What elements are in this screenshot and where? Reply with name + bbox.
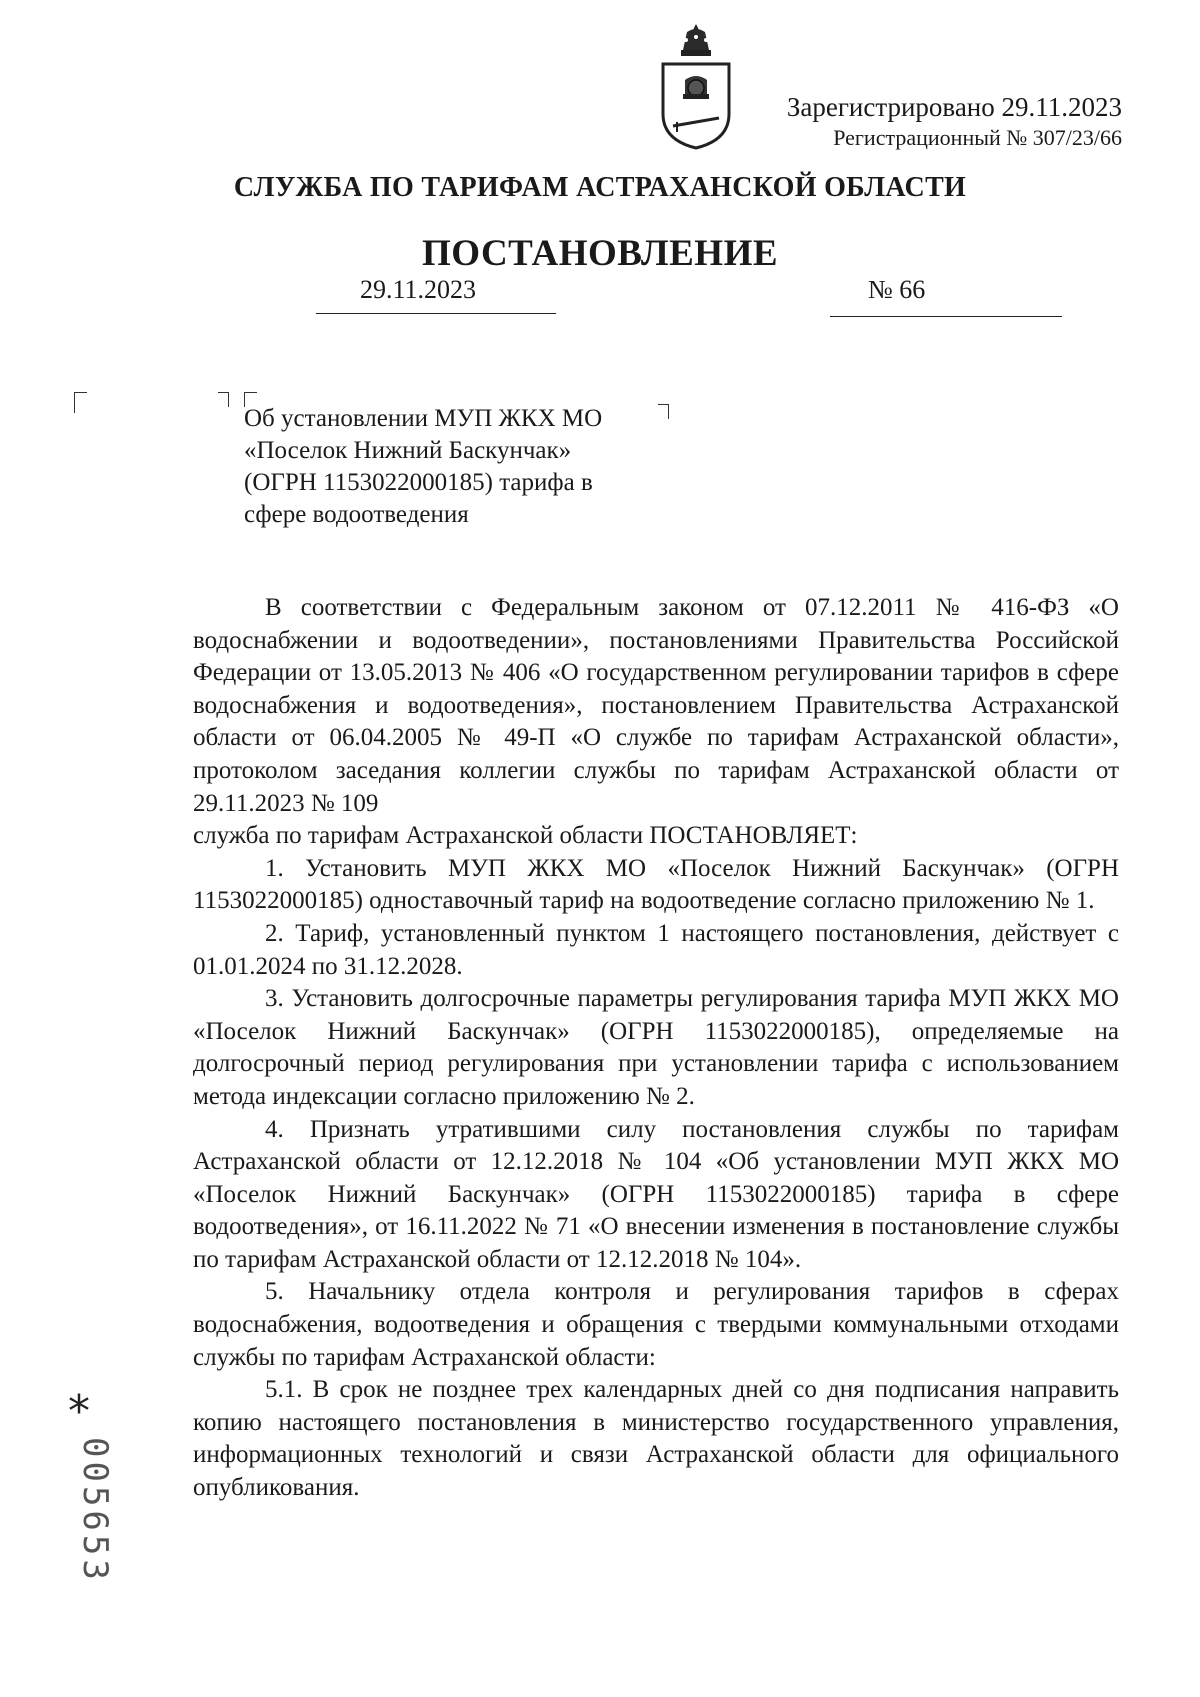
- item-1: 1. Установить МУП ЖКХ МО «Поселок Нижний Баскунчак» (ОГРН 1153022000185) одноставочный тариф на водоотведение согласно приложению № 1.: [193, 854, 1119, 915]
- subject-line: «Поселок Нижний Баскунчак»: [244, 437, 572, 464]
- document-subject: [244, 403, 674, 531]
- margin-serial-number: 005653: [75, 1437, 115, 1584]
- item-3: 3. Установить долгосрочные параметры регулирования тарифа МУП ЖКХ МО «Поселок Нижний Баскунчак» (ОГРН 1153022000185), определяемые на долгосрочный период регулирования при установлении тарифа с использованием метода индексации согласно приложению № 2.: [193, 985, 1119, 1110]
- item-5: 5. Начальнику отдела контроля и регулирования тарифов в сферах водоснабжения, водоотведения и обращения с твердыми коммунальными отходами службы по тарифам Астраханской области:: [193, 1278, 1119, 1371]
- agency-name: СЛУЖБА ПО ТАРИФАМ АСТРАХАНСКОЙ ОБЛАСТИ: [233, 172, 967, 203]
- subject-line: сфере водоотведения: [244, 501, 469, 528]
- registration-block: [787, 90, 1122, 152]
- registration-date: Зарегистрировано 29.11.2023: [786, 92, 1122, 122]
- subject-line: (ОГРН 1153022000185) тарифа в: [244, 469, 593, 496]
- subject-corner-mark-left: [218, 392, 229, 407]
- date-underline: [316, 313, 556, 314]
- document-type: ПОСТАНОВЛЕНИЕ: [421, 233, 779, 274]
- preamble-paragraph: В соответствии с Федеральным законом от 07.12.2011 № 416-ФЗ «О водоснабжении и водоотведении», постановлениями Правительства Российской Федерации от 13.05.2013 № 406 «О государственном регулировании тарифов в сфере водоснабжения и водоотведения», постановлением Правительства Астраханской области от 06.04.2005 № 49-П «О службе по тарифам Астраханской области», протоколом заседания коллегии службы по тарифам Астраханской области от 29.11.2023 № 109: [193, 594, 1119, 817]
- document-date: 29.11.2023: [360, 275, 477, 304]
- item-2: 2. Тариф, установленный пунктом 1 настоящего постановления, действует с 01.01.2024 по 31.12.2028.: [193, 919, 1119, 980]
- registration-number: Регистрационный № 307/23/66: [833, 125, 1122, 150]
- item-5-1: 5.1. В срок не позднее трех календарных дней со дня подписания направить копию настоящего постановления в министерство государственного управления, информационных технологий и связи Астраханской области для официального опубликования.: [193, 1376, 1119, 1502]
- subject-line: Об установлении МУП ЖКХ МО: [244, 405, 603, 432]
- item-4: 4. Признать утратившими силу постановления службы по тарифам Астраханской области от 12.12.2018 № 104 «Об установлении МУП ЖКХ МО «Поселок Нижний Баскунчак» (ОГРН 1153022000185) тарифа в сфере водоотведения», от 16.11.2022 № 71 «О внесении изменения в постановление службы по тарифам Астраханской области от 12.12.2018 № 104».: [193, 1115, 1119, 1273]
- astrakhan-coat-of-arms-icon: [655, 22, 737, 152]
- number-underline: [830, 316, 1062, 317]
- decree-line: служба по тарифам Астраханской области ПОСТАНОВЛЯЕТ:: [193, 822, 858, 850]
- document-number: № 66: [868, 275, 926, 304]
- left-corner-mark: [74, 392, 87, 413]
- margin-asterisk: *: [68, 1386, 90, 1437]
- document-body: [193, 592, 1119, 1505]
